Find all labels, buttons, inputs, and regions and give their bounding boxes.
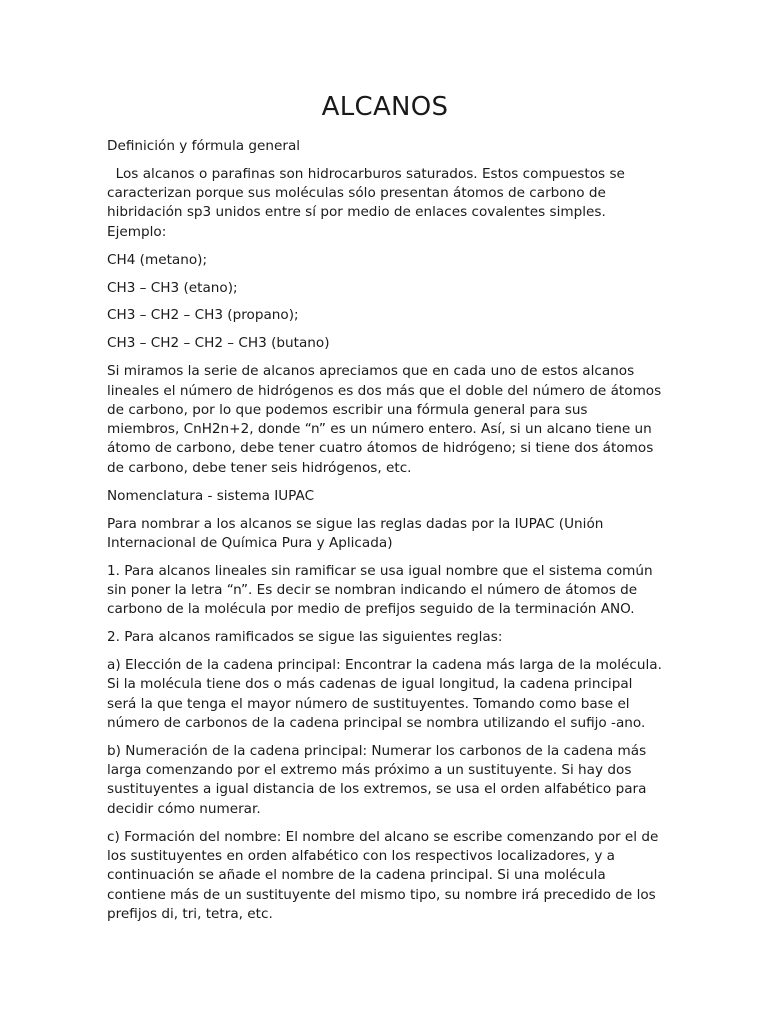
section-heading-definicion: Definición y fórmula general: [107, 138, 301, 154]
formula-etano: CH3 – CH3 (etano);: [107, 279, 238, 296]
rule-2c: c) Formación del nombre: El nombre del alcano se escribe comenzando por el de los sustituyentes en orden alfabético con los respectivos localizadores, y a continuación se añade el nombre de la cadena principal. Si una molécula contiene más de un sustituyente del mismo tipo, su nombre irá precedido de los prefijos di, tri, tetra, etc.: [107, 828, 659, 922]
formula-butano: CH3 – CH2 – CH2 – CH3 (butano): [107, 335, 330, 352]
rule-2b: b) Numeración de la cadena principal: Numerar los carbonos de la cadena más larga comenzando por el extremo más próximo a un sustituyente. Si hay dos sustituyentes a igual distancia de los extremos, se usa el orden alfabético para decidir cómo numerar.: [107, 742, 647, 817]
formula-metano: CH4 (metano);: [107, 251, 208, 268]
paragraph-formula-general: Si miramos la serie de alcanos apreciamos que en cada uno de estos alcanos lineales el número de hidrógenos es dos más que el doble del número de átomos de carbono, por lo que podemos escribir una fórmula general para sus miembros, CnH2n+2, donde “n” es un número entero. Así, si un alcano tiene un átomo de carbono, debe tener cuatro átomos de hidrógeno; si tiene dos átomos de carbono, debe tener seis hidrógenos, etc.: [107, 363, 662, 476]
rule-2a: a) Elección de la cadena principal: Encontrar la cadena más larga de la molécula. Si la molécula tiene dos o más cadenas de igual longitud, la cadena principal será la que tenga el mayor número de sustituyentes. Tomando como base el número de carbonos de la cadena principal se nombra utilizando el sufijo -ano.: [107, 657, 662, 731]
document-title: ALCANOS: [321, 92, 449, 122]
document-body: [107, 137, 663, 933]
rule-1: 1. Para alcanos lineales sin ramificar se usa igual nombre que el sistema común sin poner la letra “n”. Es decir se nombran indicando el número de átomos de carbono de la molécula por medio de prefijos seguido de la terminación ANO.: [107, 562, 653, 618]
paragraph-iupac: Para nombrar a los alcanos se sigue las reglas dadas por la IUPAC (Unión Internacional de Química Pura y Aplicada): [107, 515, 604, 551]
paragraph-intro: Los alcanos o parafinas son hidrocarburos saturados. Estos compuestos se caracterizan porque sus moléculas sólo presentan átomos de carbono de hibridación sp3 unidos entre sí por medio de enlaces covalentes simples. Ejemplo:: [107, 165, 630, 240]
formula-propano: CH3 – CH2 – CH3 (propano);: [107, 307, 299, 324]
rule-2: 2. Para alcanos ramificados se sigue las siguientes reglas:: [107, 629, 503, 646]
section-heading-nomenclatura: Nomenclatura - sistema IUPAC: [107, 487, 315, 504]
